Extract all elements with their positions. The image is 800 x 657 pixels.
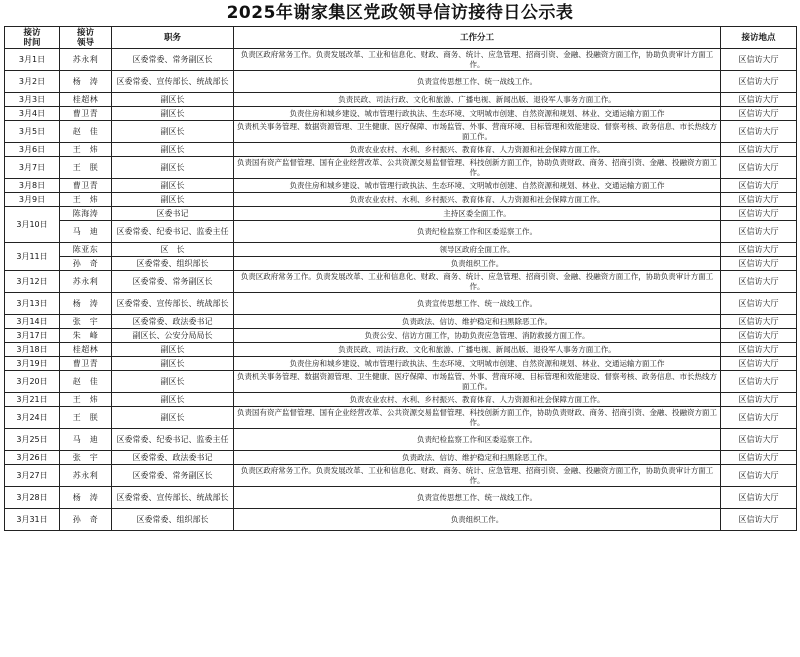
duty-cell: 负责国有资产监督管理、国有企业经营改革、公共资源交易监督管理、科技创新方面工作，协助负责财政、商务、招商引资、金融、投融资方面工作。 xyxy=(234,407,721,429)
table-row xyxy=(5,293,797,315)
position-cell: 副区长 xyxy=(112,407,234,429)
location-cell: 区信访大厅 xyxy=(721,107,797,121)
date-cell: 3月19日 xyxy=(5,357,60,371)
location-cell: 区信访大厅 xyxy=(721,257,797,271)
leader-name-cell: 苏永利 xyxy=(60,465,112,487)
header-leader xyxy=(60,27,112,49)
location-cell: 区信访大厅 xyxy=(721,71,797,93)
header-leader-line1: 接访 xyxy=(76,27,94,38)
position-cell: 副区长 xyxy=(112,157,234,179)
table-row xyxy=(5,257,797,271)
date-cell: 3月28日 xyxy=(5,487,60,509)
location-cell: 区信访大厅 xyxy=(721,343,797,357)
location-cell: 区信访大厅 xyxy=(721,357,797,371)
position-cell: 区委常委、纪委书记、监委主任 xyxy=(112,429,234,451)
position-cell: 副区长 xyxy=(112,193,234,207)
leader-name-cell: 桂超林 xyxy=(60,93,112,107)
table-row xyxy=(5,271,797,293)
leader-name-cell: 曹卫青 xyxy=(60,179,112,193)
date-cell: 3月1日 xyxy=(5,49,60,71)
location-cell: 区信访大厅 xyxy=(721,451,797,465)
location-cell: 区信访大厅 xyxy=(721,429,797,451)
duty-cell: 负责机关事务管理、数据资源管理、卫生健康、医疗保障、市场监管、外事、营商环境、目标管理和效能建设、督察考核、政务信息、市长热线方面工作。 xyxy=(234,121,721,143)
table-row xyxy=(5,107,797,121)
table-row xyxy=(5,343,797,357)
table-row xyxy=(5,393,797,407)
leader-name-cell: 赵 佳 xyxy=(60,121,112,143)
date-cell: 3月26日 xyxy=(5,451,60,465)
location-cell: 区信访大厅 xyxy=(721,221,797,243)
date-cell: 3月10日 xyxy=(5,207,60,243)
position-cell: 副区长 xyxy=(112,143,234,157)
position-cell: 副区长 xyxy=(112,357,234,371)
duty-cell: 负责政法、信访、维护稳定和扫黑除恶工作。 xyxy=(234,315,721,329)
table-row xyxy=(5,509,797,531)
leader-name-cell: 曹卫青 xyxy=(60,107,112,121)
leader-name-cell: 朱 峰 xyxy=(60,329,112,343)
header-position: 职务 xyxy=(112,27,234,49)
date-cell: 3月13日 xyxy=(5,293,60,315)
leader-name-cell: 马 迪 xyxy=(60,221,112,243)
leader-name-cell: 赵 佳 xyxy=(60,371,112,393)
duty-cell: 负责宣传思想工作、统一战线工作。 xyxy=(234,293,721,315)
date-cell: 3月21日 xyxy=(5,393,60,407)
table-row xyxy=(5,429,797,451)
leader-name-cell: 孙 奇 xyxy=(60,257,112,271)
table-row xyxy=(5,243,797,257)
position-cell: 区委常委、常务副区长 xyxy=(112,49,234,71)
leader-name-cell: 杨 涛 xyxy=(60,71,112,93)
position-cell: 副区长 xyxy=(112,371,234,393)
position-cell: 区委常委、宣传部长、统战部长 xyxy=(112,71,234,93)
table-row xyxy=(5,371,797,393)
leader-name-cell: 王 朕 xyxy=(60,407,112,429)
position-cell: 区委常委、常务副区长 xyxy=(112,271,234,293)
duty-cell: 负责组织工作。 xyxy=(234,509,721,531)
position-cell: 副区长、公安分局局长 xyxy=(112,329,234,343)
position-cell: 副区长 xyxy=(112,93,234,107)
table-row xyxy=(5,207,797,221)
position-cell: 副区长 xyxy=(112,179,234,193)
duty-cell: 负责区政府常务工作。负责发展改革、工业和信息化、财政、商务、统计、应急管理、招商引资、金融、投融资方面工作，协助负责审计方面工作。 xyxy=(234,271,721,293)
duty-cell: 负责区政府常务工作。负责发展改革、工业和信息化、财政、商务、统计、应急管理、招商引资、金融、投融资方面工作，协助负责审计方面工作。 xyxy=(234,465,721,487)
position-cell: 区委常委、政法委书记 xyxy=(112,315,234,329)
table-row xyxy=(5,49,797,71)
leader-name-cell: 桂超林 xyxy=(60,343,112,357)
header-date xyxy=(5,27,60,49)
table-row xyxy=(5,193,797,207)
header-duty: 工作分工 xyxy=(234,27,721,49)
position-cell: 区委常委、组织部长 xyxy=(112,509,234,531)
date-cell: 3月14日 xyxy=(5,315,60,329)
location-cell: 区信访大厅 xyxy=(721,315,797,329)
duty-cell: 负责国有资产监督管理、国有企业经营改革、公共资源交易监督管理、科技创新方面工作，协助负责财政、商务、招商引资、金融、投融资方面工作。 xyxy=(234,157,721,179)
position-cell: 区委常委、纪委书记、监委主任 xyxy=(112,221,234,243)
table-row xyxy=(5,93,797,107)
location-cell: 区信访大厅 xyxy=(721,157,797,179)
position-cell: 副区长 xyxy=(112,393,234,407)
header-row xyxy=(5,27,797,49)
duty-cell: 负责农业农村、水利、乡村振兴、教育体育、人力资源和社会保障方面工作。 xyxy=(234,193,721,207)
location-cell: 区信访大厅 xyxy=(721,121,797,143)
table-row xyxy=(5,465,797,487)
position-cell: 区委常委、政法委书记 xyxy=(112,451,234,465)
leader-name-cell: 王 炜 xyxy=(60,393,112,407)
leader-name-cell: 苏永利 xyxy=(60,271,112,293)
table-row xyxy=(5,71,797,93)
position-cell: 区委常委、组织部长 xyxy=(112,257,234,271)
header-date-line2: 时间 xyxy=(23,37,41,48)
location-cell: 区信访大厅 xyxy=(721,407,797,429)
location-cell: 区信访大厅 xyxy=(721,393,797,407)
date-cell: 3月7日 xyxy=(5,157,60,179)
date-cell: 3月31日 xyxy=(5,509,60,531)
header-date-line1: 接访 xyxy=(23,27,41,38)
position-cell: 区 长 xyxy=(112,243,234,257)
duty-cell: 负责纪检监察工作和区委巡察工作。 xyxy=(234,221,721,243)
table-row xyxy=(5,357,797,371)
location-cell: 区信访大厅 xyxy=(721,93,797,107)
date-cell: 3月24日 xyxy=(5,407,60,429)
leader-name-cell: 孙 奇 xyxy=(60,509,112,531)
table-row xyxy=(5,143,797,157)
location-cell: 区信访大厅 xyxy=(721,329,797,343)
location-cell: 区信访大厅 xyxy=(721,465,797,487)
duty-cell: 领导区政府全面工作。 xyxy=(234,243,721,257)
table-row xyxy=(5,221,797,243)
duty-cell: 负责政法、信访、维护稳定和扫黑除恶工作。 xyxy=(234,451,721,465)
location-cell: 区信访大厅 xyxy=(721,143,797,157)
date-cell: 3月20日 xyxy=(5,371,60,393)
date-cell: 3月4日 xyxy=(5,107,60,121)
date-cell: 3月6日 xyxy=(5,143,60,157)
leader-name-cell: 杨 涛 xyxy=(60,487,112,509)
leader-name-cell: 马 迪 xyxy=(60,429,112,451)
location-cell: 区信访大厅 xyxy=(721,293,797,315)
duty-cell: 负责宣传思想工作、统一战线工作。 xyxy=(234,71,721,93)
duty-cell: 负责民政、司法行政、文化和旅游、广播电视、新闻出版、退役军人事务方面工作。 xyxy=(234,93,721,107)
location-cell: 区信访大厅 xyxy=(721,243,797,257)
date-cell: 3月12日 xyxy=(5,271,60,293)
duty-cell: 负责公安、信访方面工作，协助负责应急管理、消防救援方面工作。 xyxy=(234,329,721,343)
position-cell: 副区长 xyxy=(112,343,234,357)
date-cell: 3月25日 xyxy=(5,429,60,451)
duty-cell: 主持区委全面工作。 xyxy=(234,207,721,221)
page-title: 2025年谢家集区党政领导信访接待日公示表 xyxy=(226,3,574,23)
leader-name-cell: 苏永利 xyxy=(60,49,112,71)
duty-cell: 负责民政、司法行政、文化和旅游、广播电视、新闻出版、退役军人事务方面工作。 xyxy=(234,343,721,357)
duty-cell: 负责住房和城乡建设、城市管理行政执法、生态环境、文明城市创建、自然资源和规划、林业、交通运输方面工作 xyxy=(234,107,721,121)
date-cell: 3月27日 xyxy=(5,465,60,487)
date-cell: 3月11日 xyxy=(5,243,60,271)
duty-cell: 负责宣传思想工作、统一战线工作。 xyxy=(234,487,721,509)
position-cell: 副区长 xyxy=(112,107,234,121)
duty-cell: 负责住房和城乡建设、城市管理行政执法、生态环境、文明城市创建、自然资源和规划、林业、交通运输方面工作 xyxy=(234,357,721,371)
duty-cell: 负责纪检监察工作和区委巡察工作。 xyxy=(234,429,721,451)
leader-name-cell: 杨 涛 xyxy=(60,293,112,315)
header-location: 接访地点 xyxy=(721,27,797,49)
leader-name-cell: 张 宇 xyxy=(60,315,112,329)
date-cell: 3月2日 xyxy=(5,71,60,93)
position-cell: 区委常委、宣传部长、统战部长 xyxy=(112,293,234,315)
location-cell: 区信访大厅 xyxy=(721,371,797,393)
date-cell: 3月5日 xyxy=(5,121,60,143)
table-row xyxy=(5,487,797,509)
duty-cell: 负责区政府常务工作。负责发展改革、工业和信息化、财政、商务、统计、应急管理、招商引资、金融、投融资方面工作，协助负责审计方面工作。 xyxy=(234,49,721,71)
table-row xyxy=(5,407,797,429)
header-leader-line2: 领导 xyxy=(76,37,94,48)
table-row xyxy=(5,179,797,193)
leader-name-cell: 陈海涛 xyxy=(60,207,112,221)
location-cell: 区信访大厅 xyxy=(721,487,797,509)
leader-name-cell: 张 宇 xyxy=(60,451,112,465)
date-cell: 3月18日 xyxy=(5,343,60,357)
position-cell: 区委常委、常务副区长 xyxy=(112,465,234,487)
duty-cell: 负责农业农村、水利、乡村振兴、教育体育、人力资源和社会保障方面工作。 xyxy=(234,143,721,157)
table-body xyxy=(5,49,797,531)
table-row xyxy=(5,121,797,143)
position-cell: 副区长 xyxy=(112,121,234,143)
leader-name-cell: 王 炜 xyxy=(60,193,112,207)
leader-name-cell: 曹卫青 xyxy=(60,357,112,371)
leader-name-cell: 王 朕 xyxy=(60,157,112,179)
duty-cell: 负责住房和城乡建设、城市管理行政执法、生态环境、文明城市创建、自然资源和规划、林业、交通运输方面工作 xyxy=(234,179,721,193)
position-cell: 区委常委、宣传部长、统战部长 xyxy=(112,487,234,509)
date-cell: 3月8日 xyxy=(5,179,60,193)
location-cell: 区信访大厅 xyxy=(721,193,797,207)
table-row xyxy=(5,315,797,329)
leader-name-cell: 王 炜 xyxy=(60,143,112,157)
date-cell: 3月9日 xyxy=(5,193,60,207)
schedule-table xyxy=(4,26,797,531)
duty-cell: 负责组织工作。 xyxy=(234,257,721,271)
location-cell: 区信访大厅 xyxy=(721,49,797,71)
leader-name-cell: 陈亚东 xyxy=(60,243,112,257)
location-cell: 区信访大厅 xyxy=(721,271,797,293)
table-row xyxy=(5,451,797,465)
duty-cell: 负责机关事务管理、数据资源管理、卫生健康、医疗保障、市场监管、外事、营商环境、目标管理和效能建设、督察考核、政务信息、市长热线方面工作。 xyxy=(234,371,721,393)
position-cell: 区委书记 xyxy=(112,207,234,221)
duty-cell: 负责农业农村、水利、乡村振兴、教育体育、人力资源和社会保障方面工作。 xyxy=(234,393,721,407)
location-cell: 区信访大厅 xyxy=(721,207,797,221)
date-cell: 3月3日 xyxy=(5,93,60,107)
table-row xyxy=(5,157,797,179)
location-cell: 区信访大厅 xyxy=(721,179,797,193)
date-cell: 3月17日 xyxy=(5,329,60,343)
location-cell: 区信访大厅 xyxy=(721,509,797,531)
table-row xyxy=(5,329,797,343)
